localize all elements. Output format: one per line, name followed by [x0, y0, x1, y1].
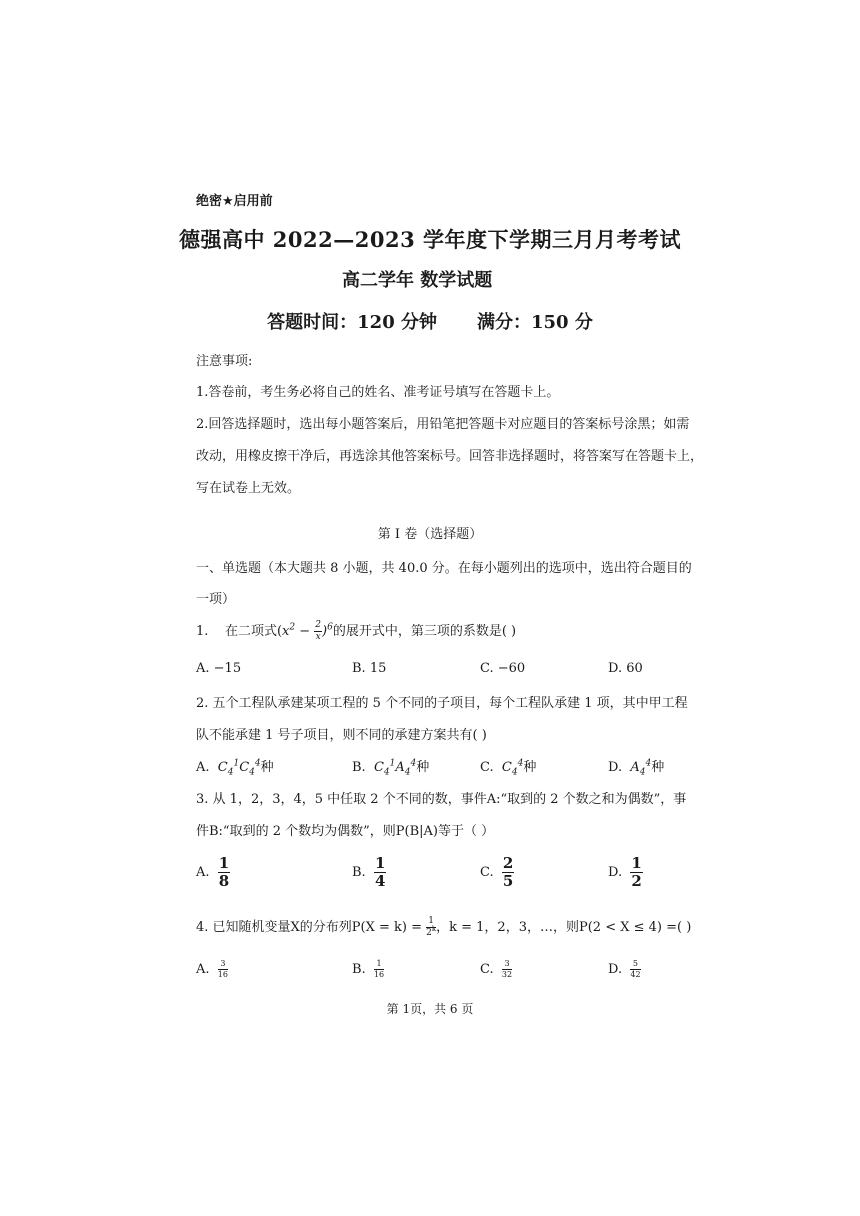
confidential-mark: 绝密★启用前	[196, 194, 273, 209]
question-2-line-1: 2. 五个工程队承建某项工程的 5 个不同的子项目，每个工程队承建 1 项，其中甲工程	[196, 696, 688, 711]
option-label: C.	[480, 962, 494, 977]
section-instructions-line-2: 一项）	[196, 592, 236, 607]
question-4-option-c	[480, 960, 512, 979]
option-label: B.	[352, 962, 366, 977]
question-1-option-c: C. −60	[480, 661, 526, 676]
fraction-numerator: 1	[374, 854, 386, 872]
exam-subtitle: 高二学年 数学试题	[342, 270, 493, 291]
exam-time-score	[0, 308, 860, 334]
notice-item-1: 1.答卷前，考生务必将自己的姓名、准考证号填写在答题卡上。	[196, 385, 560, 400]
notice-item-2-line-1: 2.回答选择题时，选出每小题答案后，用铅笔把答题卡对应题目的答案标号涂黑；如需	[196, 417, 690, 432]
option-label: C.	[480, 865, 494, 880]
fraction-numerator: 1	[374, 960, 384, 970]
question-1-number: 1.	[196, 624, 209, 639]
notice-item-2-line-3: 写在试卷上无效。	[196, 481, 301, 496]
fraction-denominator: 16	[373, 970, 385, 979]
question-1	[196, 620, 516, 642]
question-2-option-c: C. $C_4^4$种	[480, 758, 537, 778]
exam-score: 满分：150 分	[477, 312, 593, 333]
notice-heading: 注意事项:	[196, 354, 253, 369]
question-4-text-post: ，k = 1，2，3，…，则P(2 < X ≤ 4) =( )	[436, 920, 692, 935]
fraction-denominator: 8	[218, 872, 230, 890]
page-footer: 第 1页，共 6 页	[386, 1002, 474, 1016]
option-label: D.	[608, 962, 623, 977]
question-4-option-a	[196, 960, 228, 979]
question-4-option-d	[608, 960, 641, 979]
option-label: A.	[196, 962, 210, 977]
question-1-option-d: D. 60	[608, 661, 643, 676]
option-label: B.	[352, 760, 366, 775]
exam-title: 德强高中 2022—2023 学年度下学期三月月考考试	[178, 227, 681, 252]
option-suffix: 种	[523, 760, 537, 775]
notice-item-2-line-2: 改动，用橡皮擦干净后，再选涂其他答案标号。回答非选择题时，将答案写在答题卡上，	[196, 449, 704, 464]
question-2-option-d: D. $A_4^4$种	[608, 758, 665, 778]
question-4-option-b	[352, 960, 384, 979]
section-title: 第 I 卷（选择题）	[377, 527, 483, 542]
question-3-option-a	[196, 856, 230, 889]
fraction-numerator: 1	[631, 854, 642, 872]
option-label: A.	[196, 760, 210, 775]
fraction-denominator: 16	[217, 970, 228, 979]
option-suffix: 种	[416, 760, 430, 775]
fraction-denominator: 5	[502, 872, 514, 890]
question-3-option-c	[480, 856, 514, 889]
question-1-option-b: B. 15	[352, 661, 387, 676]
question-2-option-a: A. $C_4^1C_4^4$种	[196, 758, 274, 778]
question-2-line-2: 队不能承建 1 号子项目，则不同的承建方案共有( )	[196, 728, 487, 743]
fraction-numerator: 1	[218, 854, 230, 872]
fraction-denominator: 42	[630, 970, 641, 979]
question-3-line-1: 3. 从 1，2，3，4，5 中任取 2 个不同的数，事件A:“取到的 2 个数之和为偶数”，事	[196, 792, 687, 807]
option-label: A.	[196, 865, 210, 880]
fraction-numerator: 3	[218, 960, 228, 970]
question-3-option-d	[608, 856, 643, 889]
question-3-option-b	[352, 856, 386, 889]
question-2-option-b: B. $C_4^1A_4^4$种	[352, 758, 430, 778]
exam-time: 答题时间：120 分钟	[267, 312, 437, 333]
option-suffix: 种	[651, 760, 665, 775]
option-label: D.	[608, 865, 623, 880]
option-label: B.	[352, 865, 366, 880]
question-4-probability-fraction: $\frac{1}{2^k}$	[426, 916, 437, 938]
question-1-option-a: A. −15	[196, 661, 242, 676]
fraction-denominator: 32	[501, 970, 513, 979]
option-label: C.	[480, 760, 494, 775]
option-label: D.	[608, 760, 623, 775]
fraction-denominator: 2	[631, 872, 642, 890]
fraction-numerator: 5	[630, 960, 640, 970]
question-3-line-2: 件B:“取到的 2 个数均为偶数”，则P(B|A)等于（ ）	[196, 824, 495, 839]
question-1-text-pre: 在二项式(	[224, 624, 283, 639]
section-instructions-line-1: 一、单选题（本大题共 8 小题，共 40.0 分。在每小题列出的选项中，选出符合题目的	[196, 561, 692, 576]
fraction-denominator: 4	[374, 872, 386, 890]
fraction-numerator: 2	[502, 854, 514, 872]
fraction-numerator: 3	[502, 960, 512, 970]
option-suffix: 种	[260, 760, 274, 775]
question-1-binomial: $x^2$ − $\frac{2}{x}$ )$^6$	[282, 620, 333, 642]
question-4	[196, 916, 691, 938]
question-4-text-pre: 4. 已知随机变量X的分布列P(X = k) =	[196, 920, 422, 935]
question-1-text-post: 的展开式中，第三项的系数是( )	[332, 624, 517, 639]
